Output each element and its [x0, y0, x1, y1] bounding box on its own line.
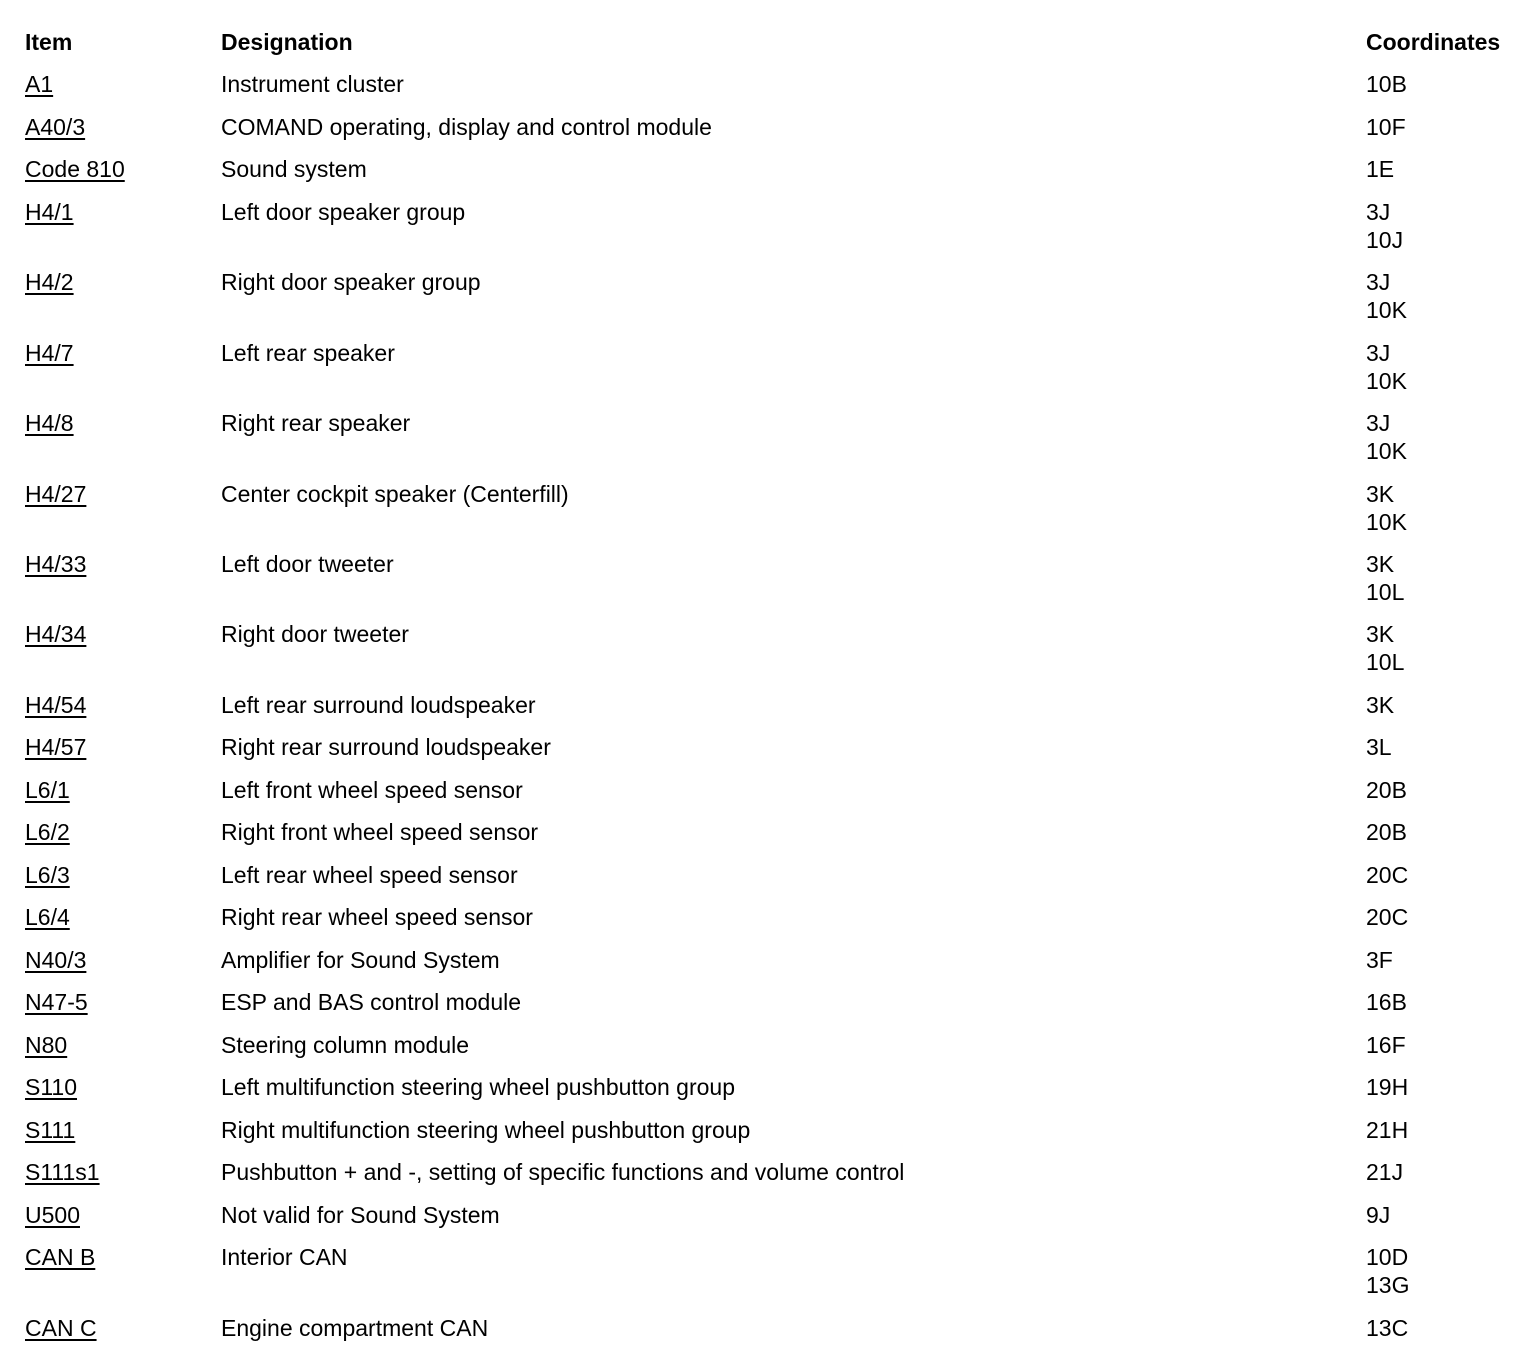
- designation-text: Left rear wheel speed sensor: [221, 862, 518, 888]
- designation-text: Center cockpit speaker (Centerfill): [221, 481, 569, 507]
- table-row: [0, 1314, 1536, 1344]
- item-link[interactable]: U500: [25, 1202, 80, 1228]
- designation-text: Right rear surround loudspeaker: [221, 734, 551, 760]
- coordinate-value: 10K: [1366, 509, 1407, 535]
- coordinates-cell: [1366, 776, 1407, 804]
- coordinate-value: 20B: [1366, 819, 1407, 845]
- coordinate-value: 3K: [1366, 551, 1395, 577]
- designation-text: Left multifunction steering wheel pushbutton group: [221, 1074, 735, 1100]
- table-row: [0, 1116, 1536, 1146]
- table-row: [0, 988, 1536, 1018]
- header-designation: Designation: [221, 29, 353, 55]
- table-row: [0, 903, 1536, 933]
- designation-text: Steering column module: [221, 1032, 470, 1058]
- coordinate-value: 3K: [1366, 621, 1395, 647]
- coordinates-cell: [1366, 733, 1392, 761]
- item-link[interactable]: CAN B: [25, 1244, 96, 1270]
- designation-text: COMAND operating, display and control module: [221, 114, 712, 140]
- table-row: [0, 480, 1536, 535]
- table-row: [0, 113, 1536, 143]
- coordinates-cell: [1366, 1073, 1408, 1101]
- coordinate-value: 10L: [1366, 579, 1405, 605]
- table-row: [0, 155, 1536, 185]
- designation-text: Not valid for Sound System: [221, 1202, 500, 1228]
- coordinate-value: 10K: [1366, 438, 1407, 464]
- designation-text: Left door tweeter: [221, 551, 394, 577]
- coordinate-value: 3K: [1366, 692, 1395, 718]
- coordinate-value: 16B: [1366, 989, 1407, 1015]
- coordinate-value: 3J: [1366, 410, 1391, 436]
- item-link[interactable]: L6/4: [25, 904, 70, 930]
- coordinate-value: 10K: [1366, 297, 1407, 323]
- designation-text: Amplifier for Sound System: [221, 947, 500, 973]
- table-row: [0, 1243, 1536, 1298]
- coordinates-cell: [1366, 818, 1407, 846]
- coordinate-value: 3F: [1366, 947, 1393, 973]
- coordinates-cell: [1366, 550, 1404, 606]
- designation-text: Engine compartment CAN: [221, 1315, 489, 1341]
- table-row: [0, 1158, 1536, 1188]
- coordinates-cell: [1366, 268, 1407, 324]
- item-link[interactable]: L6/3: [25, 862, 70, 888]
- table-row: [0, 70, 1536, 100]
- coordinates-cell: [1366, 1201, 1390, 1229]
- designation-text: Right multifunction steering wheel pushbutton group: [221, 1117, 751, 1143]
- table-row: [0, 691, 1536, 721]
- coordinate-value: 20B: [1366, 777, 1407, 803]
- item-link[interactable]: H4/1: [25, 199, 74, 225]
- coordinates-cell: [1366, 903, 1408, 931]
- coordinates-cell: [1366, 1116, 1408, 1144]
- item-link[interactable]: H4/34: [25, 621, 87, 647]
- item-link[interactable]: A1: [25, 71, 54, 97]
- table-row: [0, 1073, 1536, 1103]
- coordinates-cell: [1366, 1314, 1408, 1342]
- item-link[interactable]: H4/2: [25, 269, 74, 295]
- coordinates-cell: [1366, 1158, 1403, 1186]
- item-link[interactable]: S111: [25, 1117, 76, 1143]
- designation-text: Interior CAN: [221, 1244, 348, 1270]
- table-row: [0, 198, 1536, 253]
- item-link[interactable]: H4/54: [25, 692, 87, 718]
- coordinate-value: 3J: [1366, 340, 1391, 366]
- coordinates-cell: [1366, 409, 1407, 465]
- table-row: [0, 946, 1536, 976]
- coordinates-cell: [1366, 113, 1406, 141]
- coordinate-value: 3J: [1366, 269, 1391, 295]
- coordinate-value: 20C: [1366, 862, 1409, 888]
- table-row: [0, 818, 1536, 848]
- item-link[interactable]: H4/57: [25, 734, 87, 760]
- designation-text: Right rear wheel speed sensor: [221, 904, 533, 930]
- coordinates-cell: [1366, 480, 1407, 536]
- coordinate-value: 3J: [1366, 199, 1391, 225]
- table-row: [0, 339, 1536, 394]
- designation-text: ESP and BAS control module: [221, 989, 522, 1015]
- coordinate-value: 13C: [1366, 1315, 1409, 1341]
- coordinates-cell: [1366, 198, 1403, 254]
- designation-text: Left rear speaker: [221, 340, 395, 366]
- item-link[interactable]: CAN C: [25, 1315, 97, 1341]
- coordinate-value: 10B: [1366, 71, 1407, 97]
- header-item: Item: [25, 29, 73, 55]
- table-row: [0, 620, 1536, 675]
- designation-text: Left door speaker group: [221, 199, 466, 225]
- item-link[interactable]: H4/7: [25, 340, 74, 366]
- coordinates-cell: [1366, 988, 1407, 1016]
- table-row: [0, 268, 1536, 323]
- table-row: [0, 861, 1536, 891]
- coordinates-cell: [1366, 946, 1393, 974]
- coordinate-value: 10K: [1366, 368, 1407, 394]
- item-link[interactable]: L6/1: [25, 777, 70, 803]
- item-link[interactable]: N40/3: [25, 947, 87, 973]
- coordinate-value: 19H: [1366, 1074, 1409, 1100]
- table-row: [0, 550, 1536, 605]
- designation-text: Right door tweeter: [221, 621, 409, 647]
- item-link[interactable]: A40/3: [25, 114, 86, 140]
- designation-text: Right door speaker group: [221, 269, 481, 295]
- designation-text: Instrument cluster: [221, 71, 404, 97]
- coordinates-cell: [1366, 155, 1394, 183]
- coordinate-value: 3L: [1366, 734, 1392, 760]
- table-row: [0, 1031, 1536, 1061]
- designation-text: Pushbutton + and -, setting of specific functions and volume control: [221, 1159, 905, 1185]
- coordinate-value: 1E: [1366, 156, 1395, 182]
- coordinates-cell: [1366, 339, 1407, 395]
- item-link[interactable]: N80: [25, 1032, 68, 1058]
- header-coordinates: Coordinates: [1366, 29, 1501, 55]
- item-link[interactable]: N47-5: [25, 989, 88, 1015]
- coordinate-value: 21H: [1366, 1117, 1409, 1143]
- coordinate-value: 10L: [1366, 649, 1405, 675]
- coordinates-cell: [1366, 620, 1404, 676]
- coordinate-value: 10F: [1366, 114, 1406, 140]
- coordinates-cell: [1366, 70, 1407, 98]
- coordinate-value: 13G: [1366, 1272, 1410, 1298]
- item-link[interactable]: S111s1: [25, 1159, 100, 1185]
- designation-text: Sound system: [221, 156, 367, 182]
- coordinate-value: 3K: [1366, 481, 1395, 507]
- table-row: [0, 776, 1536, 806]
- designation-text: Left rear surround loudspeaker: [221, 692, 536, 718]
- coordinate-value: 9J: [1366, 1202, 1391, 1228]
- table-row: [0, 1201, 1536, 1231]
- item-link[interactable]: H4/8: [25, 410, 74, 436]
- coordinates-cell: [1366, 861, 1408, 889]
- coordinate-value: 20C: [1366, 904, 1409, 930]
- coordinates-cell: [1366, 691, 1394, 719]
- coordinate-value: 10J: [1366, 227, 1404, 253]
- table-header: [0, 28, 1536, 58]
- coordinate-value: 16F: [1366, 1032, 1406, 1058]
- item-link[interactable]: L6/2: [25, 819, 70, 845]
- item-link[interactable]: H4/27: [25, 481, 87, 507]
- coordinates-cell: [1366, 1243, 1409, 1299]
- designation-text: Left front wheel speed sensor: [221, 777, 523, 803]
- designation-text: Right rear speaker: [221, 410, 411, 436]
- coordinates-cell: [1366, 1031, 1406, 1059]
- coordinate-value: 10D: [1366, 1244, 1409, 1270]
- item-link[interactable]: Code 810: [25, 156, 125, 182]
- table-row: [0, 409, 1536, 464]
- coordinate-value: 21J: [1366, 1159, 1404, 1185]
- item-link[interactable]: H4/33: [25, 551, 87, 577]
- designation-text: Right front wheel speed sensor: [221, 819, 539, 845]
- table-row: [0, 733, 1536, 763]
- item-link[interactable]: S110: [25, 1074, 78, 1100]
